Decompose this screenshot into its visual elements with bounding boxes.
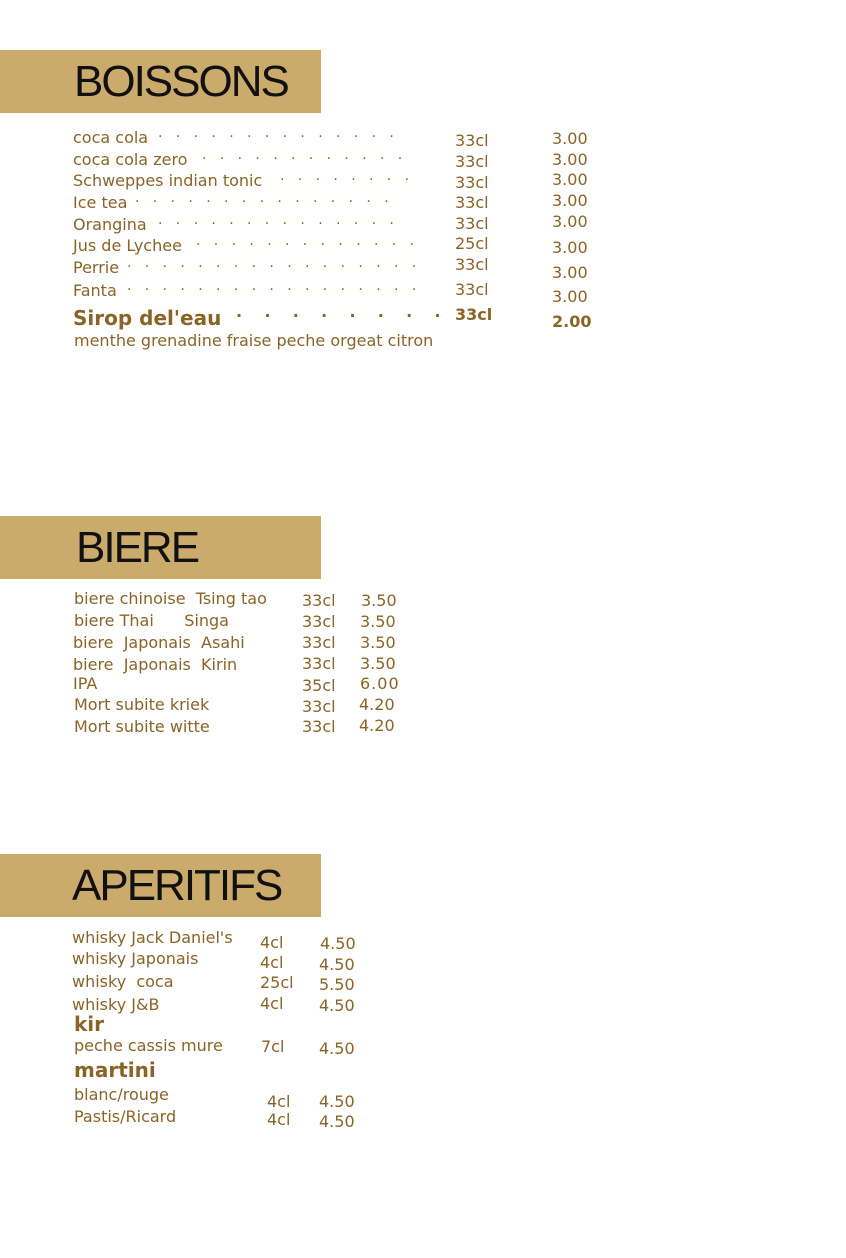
menu-item-size: 4cl: [260, 953, 284, 972]
menu-item-size: 33cl: [302, 612, 336, 631]
leader-dots: · · · · · · · ·: [280, 173, 410, 187]
menu-item-price: 3.00: [552, 263, 588, 282]
menu-item-price: 4.20: [359, 695, 395, 714]
menu-item-name: whisky J&B: [72, 995, 160, 1014]
menu-item-size: 4cl: [260, 994, 284, 1013]
menu-item-size: 33cl: [302, 591, 336, 610]
menu-item-price: 3.00: [552, 238, 588, 257]
martini-heading: martini: [74, 1058, 156, 1082]
biere-title: BIERE: [76, 523, 199, 572]
menu-item-price: 4.50: [320, 934, 356, 953]
menu-item-size: 33cl: [302, 697, 336, 716]
menu-item-size: 4cl: [267, 1110, 291, 1129]
menu-item-name: whisky Japonais: [72, 949, 199, 968]
menu-item-size: 33cl: [455, 193, 489, 212]
menu-item-name: biere Japonais Kirin: [73, 655, 238, 674]
menu-item-price: 3.00: [552, 191, 588, 210]
menu-item-price: 3.50: [361, 591, 397, 610]
menu-item-price: 3.00: [552, 170, 588, 189]
menu-item-price: 3.00: [552, 150, 588, 169]
leader-dots: · · · · · · · · · · · · ·: [196, 238, 415, 252]
menu-item-size: 25cl: [455, 234, 489, 253]
menu-item-name: Fanta: [73, 281, 117, 300]
menu-item-price: 3.50: [360, 654, 396, 673]
menu-item-name: Jus de Lychee: [73, 236, 182, 255]
menu-item-name: biere Japonais Asahi: [73, 633, 245, 652]
menu-item-price: 4.50: [319, 1039, 355, 1058]
menu-item-price: 6.00: [360, 674, 400, 693]
menu-item-name: biere chinoise Tsing tao: [74, 589, 267, 608]
menu-item-name: coca cola zero: [73, 150, 188, 169]
menu-item-name: whisky Jack Daniel's: [72, 928, 233, 947]
leader-dots: · · · · · · · ·: [236, 308, 441, 324]
sirop-flavours-note: menthe grenadine fraise peche orgeat citron: [74, 331, 434, 350]
menu-item-size: 25cl: [260, 973, 294, 992]
leader-dots: · · · · · · · · · · · · · ·: [158, 217, 394, 231]
aperitifs-title: APERITIFS: [72, 861, 282, 910]
leader-dots: · · · · · · · · · · · ·: [202, 152, 403, 166]
menu-item-name: Mort subite kriek: [74, 695, 210, 714]
menu-item-name: whisky coca: [72, 972, 174, 991]
menu-item-size: 33cl: [302, 654, 336, 673]
menu-item-name: peche cassis mure: [74, 1036, 223, 1055]
menu-item-name: Orangina: [73, 215, 147, 234]
menu-item-name: biere Thai Singa: [74, 611, 229, 630]
menu-item-size: 7cl: [261, 1037, 285, 1056]
menu-item-size: 4cl: [260, 933, 284, 952]
menu-item-price: 4.50: [319, 1112, 355, 1131]
menu-item-name: Ice tea: [73, 193, 128, 212]
menu-item-price: 3.00: [552, 212, 588, 231]
leader-dots: · · · · · · · · · · · · · · · · ·: [127, 283, 417, 297]
leader-dots: · · · · · · · · · · · · · ·: [158, 130, 394, 144]
menu-item-size: 33cl: [455, 305, 493, 324]
menu-item-name: IPA: [73, 674, 98, 693]
menu-item-price: 4.50: [319, 1092, 355, 1111]
menu-item-price: 3.50: [360, 633, 396, 652]
menu-item-size: 33cl: [455, 152, 489, 171]
menu-item-size: 33cl: [455, 255, 489, 274]
leader-dots: · · · · · · · · · · · · · · ·: [135, 195, 389, 209]
menu-item-name: Perrie: [73, 258, 120, 277]
menu-item-size: 33cl: [455, 131, 489, 150]
kir-heading: kir: [74, 1012, 105, 1036]
leader-dots: · · · · · · · · · · · · · · · · ·: [127, 260, 417, 274]
menu-item-size: 33cl: [455, 214, 489, 233]
menu-item-price: 3.00: [552, 287, 588, 306]
menu-item-name: Mort subite witte: [74, 717, 210, 736]
menu-item-price: 4.20: [359, 716, 395, 735]
menu-item-name: Schweppes indian tonic: [73, 171, 263, 190]
menu-item-size: 35cl: [302, 676, 336, 695]
menu-item-price: 5.50: [319, 975, 355, 994]
menu-item-name: blanc/rouge: [74, 1085, 169, 1104]
menu-item-size: 33cl: [302, 633, 336, 652]
menu-item-size: 4cl: [267, 1092, 291, 1111]
menu-item-size: 33cl: [302, 717, 336, 736]
menu-item-name: Sirop del'eau: [73, 306, 222, 330]
menu-item-size: 33cl: [455, 173, 489, 192]
menu-item-price: 3.50: [360, 612, 396, 631]
menu-item-size: 33cl: [455, 280, 489, 299]
menu-item-price: 4.50: [319, 996, 355, 1015]
menu-item-name: Pastis/Ricard: [74, 1107, 177, 1126]
menu-item-price: 2.00: [552, 312, 592, 331]
menu-item-price: 4.50: [319, 955, 355, 974]
menu-item-name: coca cola: [73, 128, 149, 147]
boissons-title: BOISSONS: [74, 57, 288, 106]
menu-item-price: 3.00: [552, 129, 588, 148]
